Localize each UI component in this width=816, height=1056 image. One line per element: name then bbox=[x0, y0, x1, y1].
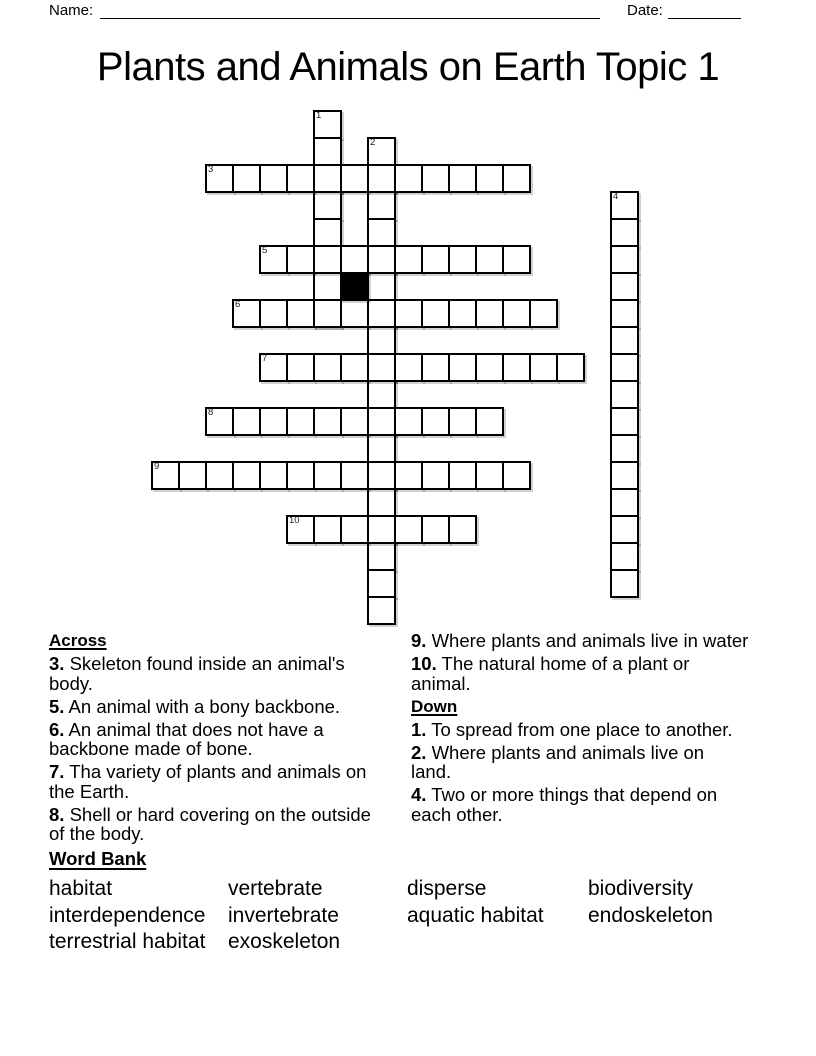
clue: 1. To spread from one place to another. bbox=[411, 718, 733, 740]
clue-number: 2 bbox=[370, 137, 376, 148]
crossword-cell[interactable] bbox=[394, 353, 423, 382]
across-clue-list-continued bbox=[411, 631, 749, 693]
crossword-cell[interactable] bbox=[340, 299, 369, 328]
crossword-cell[interactable] bbox=[610, 218, 639, 247]
down-heading: Down bbox=[411, 696, 458, 716]
crossword-cell[interactable] bbox=[367, 461, 396, 490]
clue-number: 7 bbox=[262, 353, 268, 364]
crossword-cell[interactable] bbox=[340, 407, 369, 436]
crossword-cell[interactable] bbox=[178, 461, 207, 490]
crossword-cell[interactable] bbox=[367, 515, 396, 544]
crossword-cell[interactable] bbox=[610, 542, 639, 571]
crossword-cell[interactable] bbox=[367, 353, 396, 382]
crossword-cell[interactable] bbox=[394, 245, 423, 274]
crossword-cell[interactable] bbox=[448, 461, 477, 490]
clue: 5. An animal with a bony backbone. bbox=[49, 695, 341, 717]
crossword-cell[interactable] bbox=[286, 461, 315, 490]
crossword-cell[interactable] bbox=[367, 272, 396, 301]
crossword-cell[interactable] bbox=[394, 164, 423, 193]
clue-number-label: 2. bbox=[411, 741, 427, 763]
crossword-cell[interactable] bbox=[610, 407, 639, 436]
word-bank-word: vertebrate bbox=[228, 877, 323, 900]
crossword-cell[interactable] bbox=[313, 164, 342, 193]
crossword-cell[interactable] bbox=[421, 245, 450, 274]
crossword-cell[interactable] bbox=[475, 299, 504, 328]
clue-number-label: 1. bbox=[411, 718, 427, 740]
date-label: Date: bbox=[627, 2, 663, 19]
crossword-cell[interactable] bbox=[421, 299, 450, 328]
crossword-cell[interactable] bbox=[367, 164, 396, 193]
crossword-cell[interactable] bbox=[502, 245, 531, 274]
crossword-cell[interactable] bbox=[475, 461, 504, 490]
across-heading: Across bbox=[49, 631, 107, 650]
across-clue-list bbox=[49, 654, 383, 844]
word-bank-word: habitat bbox=[49, 877, 113, 900]
clue-number: 8 bbox=[208, 407, 214, 418]
crossword-cell[interactable] bbox=[286, 299, 315, 328]
crossword-cell[interactable] bbox=[313, 353, 342, 382]
clue: 9. Where plants and animals live in water bbox=[411, 630, 749, 651]
crossword-cell[interactable] bbox=[259, 164, 288, 193]
crossword-cell[interactable] bbox=[313, 461, 342, 490]
crossword-cell[interactable] bbox=[259, 461, 288, 490]
crossword-cell[interactable] bbox=[367, 218, 396, 247]
crossword-cell[interactable] bbox=[556, 353, 585, 382]
clue-number-label: 5. bbox=[49, 695, 65, 717]
blocked-cell bbox=[340, 272, 369, 301]
crossword-cell[interactable] bbox=[340, 461, 369, 490]
crossword-cell[interactable] bbox=[340, 353, 369, 382]
crossword-cell[interactable] bbox=[367, 407, 396, 436]
crossword-cell[interactable] bbox=[313, 272, 342, 301]
crossword-cell[interactable] bbox=[421, 407, 450, 436]
crossword-cell[interactable] bbox=[448, 164, 477, 193]
crossword-cell[interactable] bbox=[313, 218, 342, 247]
crossword-cell[interactable] bbox=[340, 515, 369, 544]
crossword-cell[interactable] bbox=[448, 407, 477, 436]
crossword-cell[interactable] bbox=[367, 326, 396, 355]
crossword-cell[interactable] bbox=[394, 515, 423, 544]
crossword-cell[interactable] bbox=[286, 245, 315, 274]
crossword-cell[interactable] bbox=[475, 164, 504, 193]
word-bank-list bbox=[49, 876, 767, 956]
crossword-cell[interactable] bbox=[421, 461, 450, 490]
crossword-cell[interactable] bbox=[367, 434, 396, 463]
crossword-cell[interactable] bbox=[232, 407, 261, 436]
clue-number: 3 bbox=[208, 164, 214, 175]
crossword-cell[interactable] bbox=[367, 542, 396, 571]
crossword-cell[interactable] bbox=[610, 488, 639, 517]
crossword-cell[interactable] bbox=[502, 299, 531, 328]
crossword-cell[interactable] bbox=[448, 353, 477, 382]
crossword-cell[interactable] bbox=[475, 353, 504, 382]
word-bank-word: disperse bbox=[407, 877, 487, 900]
clue-number: 9 bbox=[154, 461, 160, 472]
crossword-cell[interactable] bbox=[286, 407, 315, 436]
clue: 8. Shell or hard covering on the outside of the body. bbox=[49, 803, 371, 844]
crossword-cell[interactable] bbox=[394, 407, 423, 436]
clue-number: 5 bbox=[262, 245, 268, 256]
crossword-cell[interactable] bbox=[367, 596, 396, 625]
crossword-cell[interactable] bbox=[286, 353, 315, 382]
crossword-cell[interactable] bbox=[610, 434, 639, 463]
crossword-cell[interactable] bbox=[448, 245, 477, 274]
crossword-cell[interactable] bbox=[367, 569, 396, 598]
word-bank-word: endoskeleton bbox=[588, 903, 713, 927]
crossword-cell[interactable] bbox=[610, 272, 639, 301]
clue-number-label: 3. bbox=[49, 653, 65, 674]
page-title: Plants and Animals on Earth Topic 1 bbox=[96, 45, 720, 89]
clue-number-label: 9. bbox=[411, 630, 427, 651]
crossword-cell[interactable] bbox=[313, 137, 342, 166]
right-clues-column bbox=[411, 631, 749, 828]
crossword-cell[interactable] bbox=[610, 299, 639, 328]
crossword-cell[interactable] bbox=[610, 326, 639, 355]
crossword-cell[interactable] bbox=[313, 299, 342, 328]
crossword-cell[interactable] bbox=[502, 353, 531, 382]
crossword-cell[interactable] bbox=[367, 380, 396, 409]
crossword-cell[interactable] bbox=[313, 245, 342, 274]
crossword-cell[interactable] bbox=[529, 299, 558, 328]
crossword-cell[interactable] bbox=[610, 245, 639, 274]
word-bank-word: exoskeleton bbox=[228, 930, 341, 953]
crossword-cell[interactable] bbox=[367, 488, 396, 517]
crossword-cell[interactable] bbox=[367, 191, 396, 220]
clue-number-label: 4. bbox=[411, 784, 427, 805]
crossword-cell[interactable] bbox=[529, 353, 558, 382]
crossword-cell[interactable] bbox=[610, 353, 639, 382]
name-label: Name: bbox=[49, 2, 94, 19]
across-clues-column bbox=[49, 631, 383, 847]
crossword-cell[interactable] bbox=[367, 299, 396, 328]
crossword-cell[interactable] bbox=[232, 164, 261, 193]
word-bank-word: biodiversity bbox=[588, 877, 694, 900]
clue: 4. Two or more things that depend on each other. bbox=[411, 784, 718, 825]
crossword-cell[interactable] bbox=[448, 299, 477, 328]
word-bank-word: interdependence bbox=[49, 903, 206, 927]
clue-number-label: 10. bbox=[411, 653, 437, 674]
crossword-cell[interactable] bbox=[259, 407, 288, 436]
crossword-cell[interactable] bbox=[448, 515, 477, 544]
clue: 2. Where plants and animals live on land. bbox=[411, 741, 705, 782]
down-clue-list bbox=[411, 720, 749, 825]
clue-number: 6 bbox=[235, 299, 241, 310]
clue: 7. Tha variety of plants and animals on the Earth. bbox=[49, 761, 367, 802]
crossword-cell[interactable] bbox=[313, 515, 342, 544]
crossword-cell[interactable] bbox=[610, 515, 639, 544]
crossword-cell[interactable] bbox=[367, 245, 396, 274]
crossword-cell[interactable] bbox=[313, 191, 342, 220]
crossword-cell[interactable] bbox=[421, 515, 450, 544]
crossword-cell[interactable] bbox=[610, 461, 639, 490]
word-bank-word: terrestrial habitat bbox=[49, 930, 206, 953]
crossword-cell[interactable] bbox=[502, 164, 531, 193]
clue: 6. An animal that does not have a backbone made of bone. bbox=[49, 718, 324, 759]
crossword-cell[interactable] bbox=[421, 353, 450, 382]
clue-number-label: 7. bbox=[49, 761, 65, 782]
word-bank-word: invertebrate bbox=[228, 903, 339, 927]
crossword-cell[interactable] bbox=[205, 461, 234, 490]
crossword-cell[interactable] bbox=[421, 164, 450, 193]
crossword-cell[interactable] bbox=[340, 164, 369, 193]
clue-number-label: 8. bbox=[49, 803, 65, 825]
clue-number: 4 bbox=[613, 191, 619, 202]
crossword-cell[interactable] bbox=[475, 407, 504, 436]
crossword-cell[interactable] bbox=[232, 461, 261, 490]
clue-number-label: 6. bbox=[49, 718, 65, 740]
clue-number: 1 bbox=[316, 110, 322, 121]
word-bank-word: aquatic habitat bbox=[407, 903, 544, 927]
clue-number: 10 bbox=[289, 515, 300, 526]
crossword-cell[interactable] bbox=[394, 461, 423, 490]
crossword-cell[interactable] bbox=[475, 245, 504, 274]
crossword-cell[interactable] bbox=[610, 380, 639, 409]
word-bank-section bbox=[49, 849, 767, 956]
clue: 10. The natural home of a plant or animal. bbox=[411, 653, 690, 694]
crossword-cell[interactable] bbox=[340, 245, 369, 274]
word-bank-heading: Word Bank bbox=[49, 848, 147, 869]
crossword-cell[interactable] bbox=[313, 407, 342, 436]
crossword-cell[interactable] bbox=[394, 299, 423, 328]
crossword-cell[interactable] bbox=[259, 299, 288, 328]
crossword-cell[interactable] bbox=[286, 164, 315, 193]
crossword-cell[interactable] bbox=[502, 461, 531, 490]
clue: 3. Skeleton found inside an animal's body. bbox=[49, 653, 345, 694]
crossword-cell[interactable] bbox=[610, 569, 639, 598]
